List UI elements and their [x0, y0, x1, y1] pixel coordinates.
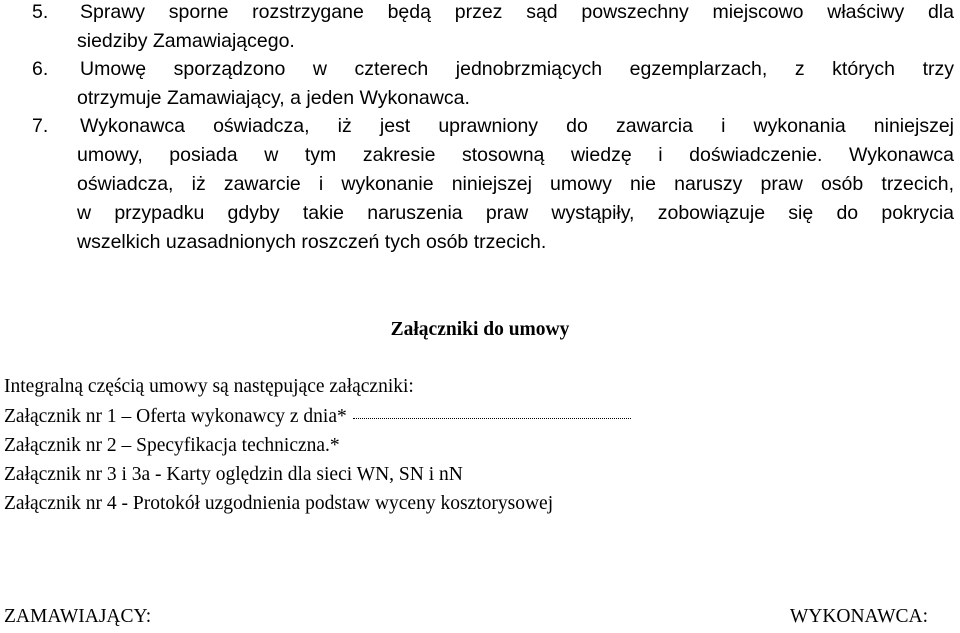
clause-7 [32, 112, 954, 257]
attachment-item-3: Załącznik nr 3 i 3a - Karty oględzin dla sieci WN, SN i nN [4, 464, 463, 485]
attachment-item-4: Załącznik nr 4 - Protokół uzgodnienia podstaw wyceny kosztorysowej [4, 493, 554, 514]
clause-number: 6. [32, 58, 49, 80]
clause-line: siedziby Zamawiającego. [77, 30, 295, 52]
clause-line: w przypadku gdyby takie naruszenia praw wystąpiły, zobowiązuje się do pokrycia [77, 202, 954, 224]
clause-number: 7. [32, 115, 49, 137]
clause-line: oświadcza, iż zawarcie i wykonanie niniejszej umowy nie naruszy praw osób trzecich, [77, 173, 954, 195]
clause-5 [32, 0, 954, 56]
signature-right: WYKONAWCA: [789, 606, 928, 627]
clause-line: wszelkich uzasadnionych roszczeń tych osób trzecich. [77, 231, 547, 253]
clause-line: Wykonawca oświadcza, iż jest uprawniony do zawarcia i wykonania niniejszej [80, 115, 954, 137]
fill-in-dotted-line [353, 418, 631, 419]
attachment-item-1 [4, 403, 631, 431]
attachment-item-2: Załącznik nr 2 – Specyfikacja techniczna.* [4, 435, 340, 456]
clause-line: Umowę sporządzono w czterech jednobrzmiących egzemplarzach, z których trzy [80, 58, 954, 80]
clause-line: Sprawy sporne rozstrzygane będą przez sąd powszechny miejscowo właściwy dla [80, 1, 954, 23]
attachments-intro: Integralną częścią umowy są następujące załączniki: [4, 376, 414, 397]
clause-number: 5. [32, 1, 49, 23]
signature-left: ZAMAWIAJĄCY: [4, 606, 152, 627]
clause-line: otrzymuje Zamawiający, a jeden Wykonawca. [77, 87, 470, 109]
clause-6 [32, 55, 954, 113]
attachments-title: Załączniki do umowy [390, 319, 570, 340]
clause-line: umowy, posiada w tym zakresie stosowną wiedzę i doświadczenie. Wykonawca [77, 144, 954, 166]
attachment-label: Załącznik nr 1 – Oferta wykonawcy z dnia* [4, 406, 347, 427]
